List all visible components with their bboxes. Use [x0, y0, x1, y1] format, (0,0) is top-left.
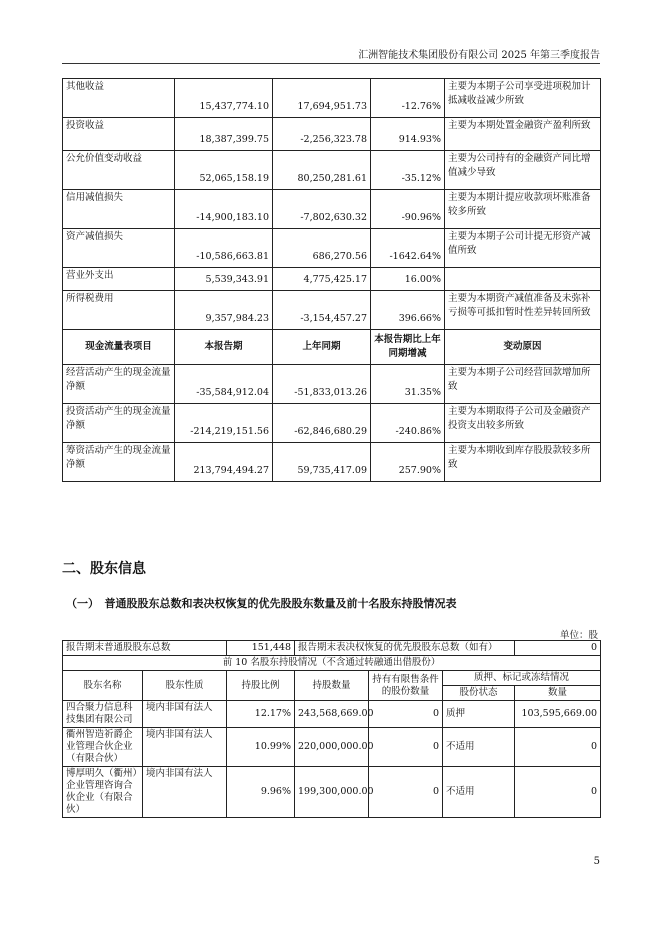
- change-percent: -1642.64%: [371, 229, 445, 268]
- pledge-count: 0: [515, 767, 601, 818]
- holding-quantity: 220,000,000.00: [295, 728, 369, 767]
- cf-header-current: 本报告期: [175, 330, 273, 365]
- income-row: [63, 118, 601, 151]
- shareholder-name: 博厚明久（衢州）企业管理咨询合伙企业（有限合伙）: [63, 767, 143, 818]
- prior-period-value: 80,250,281.61: [273, 151, 371, 190]
- row-label: 筹资活动产生的现金流量净额: [63, 443, 175, 482]
- sh-top10-title: 前 10 名股东持股情况（不含通过转融通出借股份）: [63, 656, 601, 671]
- row-label: 营业外支出: [63, 268, 175, 291]
- page-header: 汇洲智能技术集团股份有限公司 2025 年第三季度报告: [358, 50, 600, 61]
- restricted-shares: 0: [369, 767, 443, 818]
- change-percent: -90.96%: [371, 190, 445, 229]
- change-reason: 主要为本期子公司经营回款增加所致: [445, 365, 601, 404]
- sh-header-restricted: 持有有限售条件的股份数量: [369, 671, 443, 701]
- change-reason: 主要为本期子公司享受进项税加计抵减收益减少所致: [445, 79, 601, 118]
- income-row: [63, 79, 601, 118]
- section-title: 二、股东信息: [62, 561, 146, 577]
- prior-period-value: -7,802,630.32: [273, 190, 371, 229]
- shareholder-row: [63, 767, 601, 818]
- change-reason: 主要为本期取得子公司及金融资产投资支出较多所致: [445, 404, 601, 443]
- change-reason: 主要为公司持有的金融资产同比增值减少导致: [445, 151, 601, 190]
- sh-total-value: 151,448: [227, 641, 295, 656]
- current-period-value: 15,437,774.10: [175, 79, 273, 118]
- sh-total-label: 报告期末普通股股东总数: [63, 641, 227, 656]
- cashflow-row: [63, 443, 601, 482]
- holding-quantity: 199,300,000.00: [295, 767, 369, 818]
- prior-period-value: 4,775,425.17: [273, 268, 371, 291]
- current-period-value: -214,219,151.56: [175, 404, 273, 443]
- shareholder-name: 衢州智造祈爵企业管理合伙企业（有限合伙）: [63, 728, 143, 767]
- sh-header-status: 股份状态: [443, 686, 515, 701]
- sh-header-qty: 持股数量: [295, 671, 369, 701]
- shareholder-name: 四合聚力信息科技集团有限公司: [63, 701, 143, 728]
- pledge-status: 不适用: [443, 767, 515, 818]
- income-row: [63, 151, 601, 190]
- change-percent: -240.86%: [371, 404, 445, 443]
- row-label: 公允价值变动收益: [63, 151, 175, 190]
- change-reason: 主要为本期子公司计提无形资产减值所致: [445, 229, 601, 268]
- row-label: 投资收益: [63, 118, 175, 151]
- current-period-value: 52,065,158.19: [175, 151, 273, 190]
- prior-period-value: -2,256,323.78: [273, 118, 371, 151]
- cashflow-row: [63, 365, 601, 404]
- cf-header-item: 现金流量表项目: [63, 330, 175, 365]
- current-period-value: 5,539,343.91: [175, 268, 273, 291]
- prior-period-value: -51,833,013.26: [273, 365, 371, 404]
- prior-period-value: -3,154,457.27: [273, 291, 371, 330]
- prior-period-value: -62,846,680.29: [273, 404, 371, 443]
- sh-pref-label: 报告期末表决权恢复的优先股股东总数（如有）: [295, 641, 515, 656]
- holding-ratio: 10.99%: [227, 728, 295, 767]
- income-row: [63, 291, 601, 330]
- current-period-value: -35,584,912.04: [175, 365, 273, 404]
- sh-header-nature: 股东性质: [143, 671, 227, 701]
- sh-header-name: 股东名称: [63, 671, 143, 701]
- change-percent: 257.90%: [371, 443, 445, 482]
- prior-period-value: 59,735,417.09: [273, 443, 371, 482]
- shareholder-nature: 境内非国有法人: [143, 701, 227, 728]
- sh-header-row: [63, 671, 601, 686]
- row-label: 其他收益: [63, 79, 175, 118]
- current-period-value: -14,900,183.10: [175, 190, 273, 229]
- prior-period-value: 17,694,951.73: [273, 79, 371, 118]
- row-label: 所得税费用: [63, 291, 175, 330]
- sh-header-pledge: 质押、标记或冻结情况: [443, 671, 601, 686]
- row-label: 经营活动产生的现金流量净额: [63, 365, 175, 404]
- income-cashflow-table: [62, 78, 601, 482]
- change-reason: 主要为本期计提应收款项坏账准备较多所致: [445, 190, 601, 229]
- row-label: 投资活动产生的现金流量净额: [63, 404, 175, 443]
- cashflow-row: [63, 404, 601, 443]
- sh-top10-title-row: [63, 656, 601, 671]
- sh-pref-value: 0: [515, 641, 601, 656]
- change-reason: 主要为本期处置金融资产盈利所致: [445, 118, 601, 151]
- income-row: [63, 229, 601, 268]
- change-percent: 31.35%: [371, 365, 445, 404]
- sh-header-count: 数量: [515, 686, 601, 701]
- row-label: 资产减值损失: [63, 229, 175, 268]
- cf-header-change: 本报告期比上年同期增减: [371, 330, 445, 365]
- holding-ratio: 9.96%: [227, 767, 295, 818]
- cashflow-header-row: [63, 330, 601, 365]
- pledge-status: 不适用: [443, 728, 515, 767]
- pledge-status: 质押: [443, 701, 515, 728]
- shareholder-nature: 境内非国有法人: [143, 728, 227, 767]
- current-period-value: 213,794,494.27: [175, 443, 273, 482]
- page-number: 5: [593, 856, 600, 867]
- sh-header-ratio: 持股比例: [227, 671, 295, 701]
- restricted-shares: 0: [369, 701, 443, 728]
- income-row: [63, 190, 601, 229]
- current-period-value: 18,387,399.75: [175, 118, 273, 151]
- shareholder-row: [63, 728, 601, 767]
- pledge-count: 0: [515, 728, 601, 767]
- subsection-title: （一） 普通股股东总数和表决权恢复的优先股股东数量及前十名股东持股情况表: [66, 597, 457, 610]
- header-rule: [62, 63, 600, 64]
- change-reason: 主要为本期资产减值准备及未弥补亏损等可抵扣暂时性差异转回所致: [445, 291, 601, 330]
- current-period-value: -10,586,663.81: [175, 229, 273, 268]
- pledge-count: 103,595,669.00: [515, 701, 601, 728]
- row-label: 信用减值损失: [63, 190, 175, 229]
- cf-header-prior: 上年同期: [273, 330, 371, 365]
- shareholder-nature: 境内非国有法人: [143, 767, 227, 818]
- change-percent: -12.76%: [371, 79, 445, 118]
- restricted-shares: 0: [369, 728, 443, 767]
- change-percent: 16.00%: [371, 268, 445, 291]
- change-percent: 396.66%: [371, 291, 445, 330]
- shareholder-row: [63, 701, 601, 728]
- unit-label: 单位：股: [559, 630, 598, 641]
- change-reason: [445, 268, 601, 291]
- holding-quantity: 243,568,669.00: [295, 701, 369, 728]
- holding-ratio: 12.17%: [227, 701, 295, 728]
- current-period-value: 9,357,984.23: [175, 291, 273, 330]
- cf-header-reason: 变动原因: [445, 330, 601, 365]
- sh-summary-row: [63, 641, 601, 656]
- change-percent: 914.93%: [371, 118, 445, 151]
- income-row: [63, 268, 601, 291]
- change-percent: -35.12%: [371, 151, 445, 190]
- prior-period-value: 686,270.56: [273, 229, 371, 268]
- shareholder-table: [62, 640, 601, 818]
- change-reason: 主要为本期收到库存股股款较多所致: [445, 443, 601, 482]
